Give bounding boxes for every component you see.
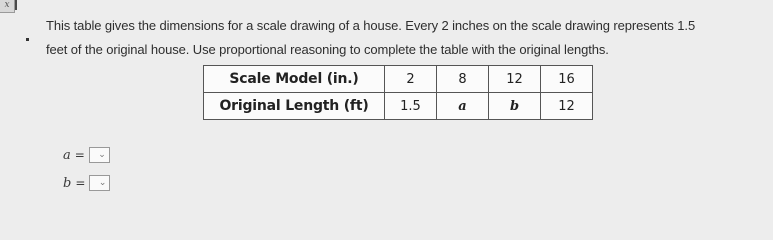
answer-variable-label: a (63, 147, 71, 163)
row-header-original-length: Original Length (ft) (204, 93, 385, 120)
table-cell: 16 (541, 66, 593, 93)
answer-row-b (63, 175, 110, 191)
table-cell: 1.5 (385, 93, 437, 120)
problem-line-1: This table gives the dimensions for a scale drawing of a house. Every 2 inches on the scale drawing represents 1.5 (46, 18, 696, 33)
answer-row-a (63, 147, 110, 163)
answer-variable-label: b (63, 175, 72, 191)
answer-a-dropdown[interactable] (89, 147, 110, 163)
row-header-scale-model: Scale Model (in.) (204, 66, 385, 93)
equals-sign: = (74, 148, 85, 162)
table-cell: 12 (489, 66, 541, 93)
answer-b-dropdown[interactable] (89, 175, 110, 191)
problem-line-2: feet of the original house. Use proportional reasoning to complete the table with the original lengths. (46, 42, 609, 57)
table-cell: 8 (437, 66, 489, 93)
table-row (204, 66, 593, 93)
problem-statement (46, 14, 771, 62)
table-cell-variable-b: b (489, 93, 541, 120)
math-tool-icon[interactable]: x (0, 0, 15, 13)
chevron-down-icon: ⌄ (98, 150, 106, 160)
table-cell-variable-a: a (437, 93, 489, 120)
bullet-marker (26, 38, 29, 41)
equals-sign: = (75, 176, 86, 190)
divider-mark (15, 0, 17, 10)
table-cell: 12 (541, 93, 593, 120)
table-row (204, 93, 593, 120)
chevron-down-icon: ⌄ (98, 178, 107, 188)
dimensions-table (203, 65, 593, 120)
table-cell: 2 (385, 66, 437, 93)
